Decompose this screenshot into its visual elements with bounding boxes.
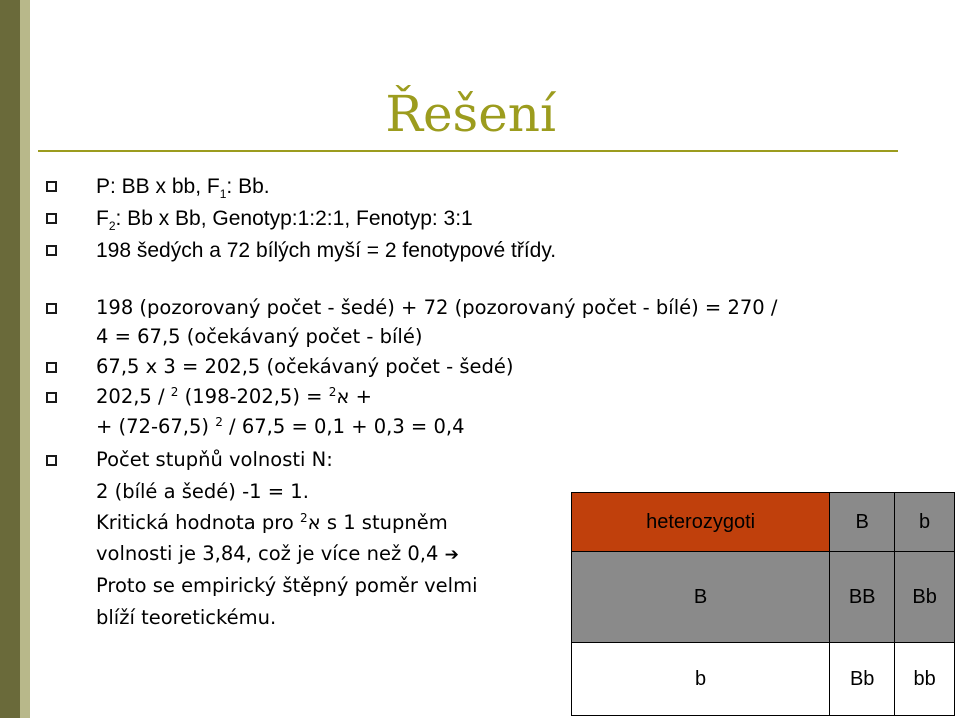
text: Kritická hodnota pro א [96,511,321,534]
text: / 67,5 = 0,1 + 0,3 = 0,4 [222,415,465,438]
bullet-line-chi-2 [96,412,465,444]
text: s 1 stupněm [320,511,448,534]
bullet-line-parents [96,172,270,204]
table-cell: b [572,643,830,716]
table-cell: bb [895,643,955,716]
table-cell: BB [830,552,895,643]
arrow-right-icon: ➔ [444,545,459,565]
text: : Bb x Bb, Genotyp:1:2:1, Fenotyp: 3:1 [115,207,473,230]
bullet-line-observed-2: 4 = 67,5 (očekávaný počet - bílé) [96,325,423,348]
table-cell: Bb [895,552,955,643]
conclusion-line-3: Proto se empirický štěpný poměr velmi [96,574,478,597]
slide-title: Řešení [385,85,556,143]
punnett-table [571,492,955,716]
bullet-icon [46,362,57,373]
bullet-line-f2 [96,204,473,236]
title-rule [38,150,898,152]
bullet-line-chi-1 [96,382,372,414]
superscript: 2 [328,385,337,399]
table-row [572,493,955,552]
text: P: BB x bb, F [96,175,220,198]
bullet-icon [46,455,57,466]
bullet-icon [46,245,57,256]
conclusion-line-2 [96,539,459,570]
text: : Bb. [226,175,270,198]
bullet-icon [46,303,57,314]
bullet-icon [46,181,57,192]
subscript: 1 [219,187,227,201]
superscript: 2 [215,415,223,429]
bullet-line-dof-1: Počet stupňů volnosti N: [96,448,333,471]
bullet-line-mice: 198 šedých a 72 bílých myší = 2 fenotypové třídy. [96,239,557,262]
table-cell: B [572,552,830,643]
conclusion-line-1 [96,508,448,540]
text: = (198-202,5) [178,385,329,408]
bullet-icon [46,213,57,224]
bullet-line-observed-1: 198 (pozorovaný počet - šedé) + 72 (pozorovaný počet - bílé) = 270 / [96,296,778,319]
text: volnosti je 3,84, což je více než 0,4 [96,542,445,565]
conclusion-line-4: blíží teoretickému. [96,606,277,629]
table-cell: Bb [830,643,895,716]
superscript: 2 [299,511,308,525]
bullet-line-dof-2: 2 (bílé a šedé) -1 = 1. [96,480,309,503]
bullet-line-expected: 67,5 x 3 = 202,5 (očekávaný počet - šedé) [96,355,514,378]
table-row [572,643,955,716]
table-header-cell: B [830,493,895,552]
superscript: 2 [170,385,179,399]
table-header-cell: b [895,493,955,552]
table-row [572,552,955,643]
text: / 202,5 + [96,385,372,408]
bullet-icon [46,392,57,403]
subscript: 2 [108,219,116,233]
table-header-cell: heterozygoti [572,493,830,552]
aleph: א [336,385,350,408]
text: + (72-67,5) [96,415,216,438]
text: F [96,207,109,230]
